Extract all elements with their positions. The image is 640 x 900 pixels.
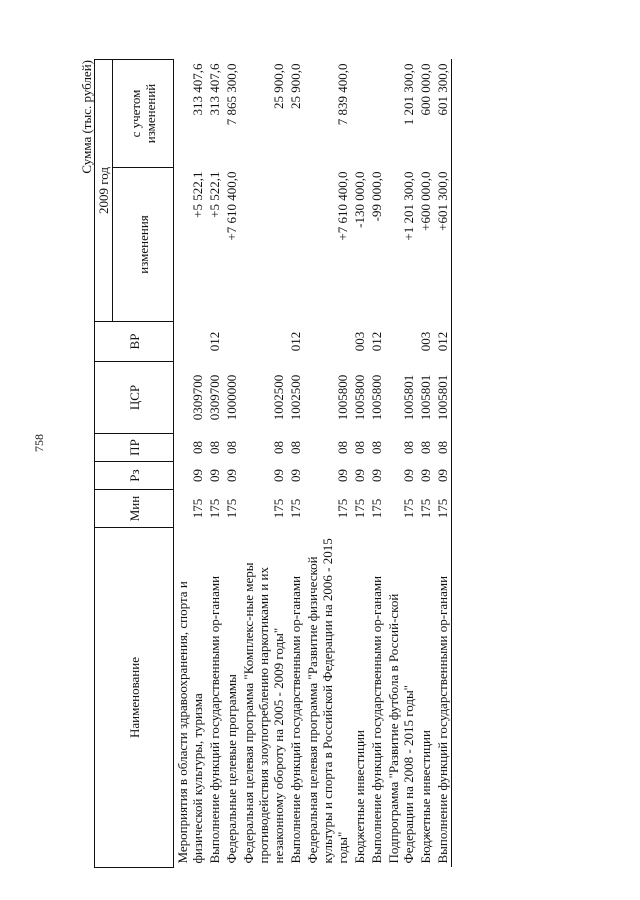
cell-rz: 09: [207, 469, 222, 482]
cell-rz: 09: [401, 469, 416, 482]
cell-rz: 09: [335, 469, 350, 482]
cell-name: Выполнение функций государственными ор-ганами: [207, 575, 222, 864]
cell-csr: 1005801: [434, 362, 452, 434]
cell-with-changes: 313 407,6: [190, 63, 205, 116]
cell-changes: +601 300,0: [434, 168, 452, 322]
cell-changes: +1 201 300,0: [401, 171, 416, 241]
cell-vr: [223, 322, 240, 362]
sum-caption: Сумма (тыс. рублей): [79, 60, 94, 174]
cell-vr: [174, 322, 207, 362]
cell-vr: 012: [207, 331, 222, 352]
table-row: [206, 60, 223, 868]
cell-min: 175: [434, 490, 452, 528]
cell-with-changes: 7 839 400,0: [335, 63, 350, 126]
cell-csr: 1005800: [335, 374, 350, 421]
cell-with-changes: 7 865 300,0: [224, 63, 239, 126]
cell-csr: 1005800: [369, 374, 384, 421]
cell-rz: 09: [288, 469, 303, 482]
cell-name: Выполнение функций государственными ор-ганами: [369, 575, 384, 864]
table-row: [385, 60, 417, 868]
cell-pr: 08: [352, 441, 367, 454]
cell-changes: +7 610 400,0: [335, 171, 350, 241]
cell-vr: [385, 322, 417, 362]
cell-min: 175: [418, 498, 433, 519]
cell-pr: 08: [190, 441, 205, 454]
cell-pr: 08: [418, 441, 433, 454]
cell-min: 175: [207, 498, 222, 519]
cell-changes: +5 522,1: [190, 171, 205, 218]
cell-csr: 1000000: [224, 374, 239, 421]
cell-name: Выполнение функций государственными ор-ганами: [434, 528, 452, 868]
table-row: [287, 60, 304, 868]
cell-min: 175: [352, 498, 367, 519]
table-row: [240, 60, 287, 868]
cell-csr: 1002500: [271, 374, 286, 421]
cell-csr: 1005801: [418, 374, 433, 421]
cell-vr: [240, 322, 287, 362]
cell-name: Выполнение функций государственными ор-ганами: [288, 575, 303, 864]
cell-csr: 0309700: [207, 374, 222, 421]
cell-with-changes: [368, 60, 385, 168]
cell-name: Бюджетные инвестиции: [352, 730, 367, 864]
cell-with-changes: 601 300,0: [434, 60, 452, 168]
cell-rz: 09: [190, 469, 205, 482]
cell-rz: 09: [352, 469, 367, 482]
cell-changes: -99 000,0: [369, 171, 384, 222]
header-changes: изменения: [113, 168, 174, 322]
header-vr: ВР: [95, 322, 174, 362]
cell-changes: -130 000,0: [352, 171, 367, 228]
cell-vr: 003: [418, 331, 433, 352]
cell-pr: 08: [335, 441, 350, 454]
cell-min: 175: [190, 498, 205, 519]
table-row: [223, 60, 240, 868]
budget-table: [94, 59, 452, 868]
cell-vr: 003: [352, 331, 367, 352]
header-csr: ЦСР: [95, 362, 174, 434]
cell-name: Мероприятия в области здравоохранения, спорта и физической культуры, туризма: [175, 581, 205, 864]
cell-with-changes: 25 900,0: [271, 63, 286, 109]
cell-min: 175: [224, 498, 239, 519]
cell-rz: 09: [224, 469, 239, 482]
cell-min: 175: [369, 498, 384, 519]
header-pr: ПР: [95, 434, 174, 462]
page-number: 758: [32, 434, 46, 452]
cell-name: Федеральная целевая программа "Развитие физической культуры и спорта в Российской Федерации на 2006 - 2015 годы": [305, 538, 350, 864]
cell-min: 175: [271, 498, 286, 519]
cell-changes: +5 522,1: [207, 171, 222, 218]
cell-with-changes: 600 000,0: [418, 63, 433, 116]
table-row: [368, 60, 385, 868]
cell-vr: 012: [369, 331, 384, 352]
cell-vr: 012: [434, 322, 452, 362]
cell-vr: [304, 322, 351, 362]
cell-rz: 09: [369, 469, 384, 482]
cell-min: 175: [335, 498, 350, 519]
cell-csr: 1002500: [288, 374, 303, 421]
cell-with-changes: [351, 60, 368, 168]
cell-name: Подпрограмма "Развитие футбола в Россий-ской Федерации на 2008 - 2015 годы": [386, 593, 416, 864]
cell-rz: 09: [434, 462, 452, 490]
cell-pr: 08: [401, 441, 416, 454]
cell-pr: 08: [224, 441, 239, 454]
cell-min: 175: [288, 498, 303, 519]
cell-changes: [240, 168, 287, 322]
cell-pr: 08: [434, 434, 452, 462]
table-row: [351, 60, 368, 868]
cell-name: Бюджетные инвестиции: [418, 730, 433, 864]
cell-min: 175: [401, 498, 416, 519]
header-with-changes: с учетом изменений: [113, 60, 174, 168]
table-row: [174, 60, 207, 868]
cell-pr: 08: [288, 441, 303, 454]
cell-name: Федеральные целевые программы: [224, 674, 239, 864]
header-rz: Рз: [95, 462, 174, 490]
table-row: [304, 60, 351, 868]
cell-changes: +600 000,0: [418, 171, 433, 231]
cell-rz: 09: [271, 469, 286, 482]
header-min: Мин: [95, 490, 174, 528]
header-name: Наименование: [95, 528, 174, 868]
cell-changes: +7 610 400,0: [224, 171, 239, 241]
cell-with-changes: 1 201 300,0: [401, 63, 416, 126]
header-year: 2009 год: [95, 60, 113, 322]
cell-name: Федеральная целевая программа "Комплекс-ные меры противодействия злоупотреблению наркотиками и их незаконному обороту на 2005 - 2009 годы": [241, 562, 286, 864]
cell-with-changes: 313 407,6: [207, 63, 222, 116]
cell-csr: 1005801: [401, 374, 416, 421]
cell-changes: [287, 168, 304, 322]
cell-pr: 08: [369, 441, 384, 454]
cell-csr: 1005800: [352, 374, 367, 421]
cell-csr: 0309700: [190, 374, 205, 421]
rotated-page-content: [80, 60, 600, 868]
cell-pr: 08: [207, 441, 222, 454]
cell-vr: 012: [288, 331, 303, 352]
cell-rz: 09: [418, 469, 433, 482]
table-row: [434, 60, 452, 868]
table-row: [417, 60, 434, 868]
cell-pr: 08: [271, 441, 286, 454]
cell-with-changes: 25 900,0: [288, 63, 303, 109]
